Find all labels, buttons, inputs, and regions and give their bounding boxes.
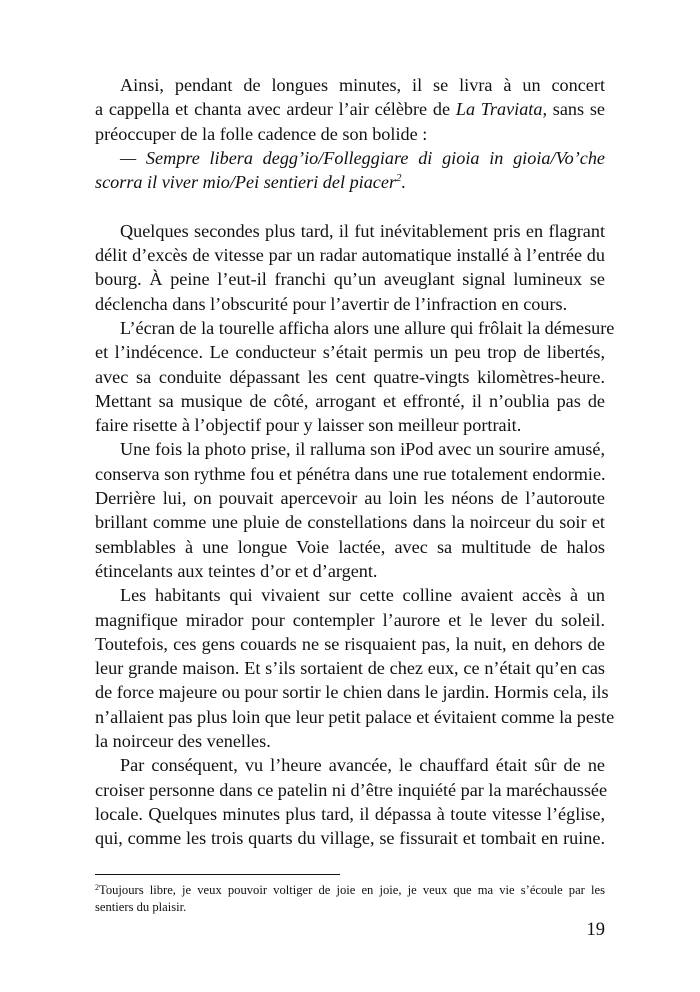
quote-line: — Sempre libera degg’io/Folleggiare di gioia in gioia/Vo’che <box>120 147 605 168</box>
text-line: locale. Quelques minutes plus tard, il dépassa à toute vitesse l’église, <box>95 803 605 824</box>
footnote-line: sentiers du plaisir. <box>95 900 187 914</box>
text-run: a cappella et chanta avec ardeur l’air célèbre de <box>95 99 456 120</box>
quote-text: scorra il viver mio/Pei sentieri del piacer <box>95 172 397 193</box>
text-line: Les habitants qui vivaient sur cette colline avaient accès à un <box>120 585 605 606</box>
footnote-ref[interactable]: 2 <box>396 172 402 185</box>
text-line: Ainsi, pendant de longues minutes, il se livra à un concert <box>120 75 605 95</box>
text-line <box>95 97 605 121</box>
text-line: Derrière lui, on pouvait apercevoir au loin les néons de l’autoroute <box>95 488 605 509</box>
text-line: de force majeure ou pour sortir le chien dans le jardin. Hormis cela, ils <box>95 682 609 703</box>
blank-line <box>95 194 605 218</box>
text-line: et l’indécence. Le conducteur s’était permis un peu trop de libertés, <box>95 342 605 363</box>
body-text <box>95 73 615 851</box>
footnote-line <box>95 882 605 899</box>
paragraph-1 <box>95 73 605 146</box>
text-line: qui, comme les trois quarts du village, se fissurait et tombait en ruine. <box>95 828 605 849</box>
text-line: Quelques secondes plus tard, il fut inévitablement pris en flagrant <box>120 220 605 241</box>
text-line: croiser personne dans ce patelin ni d’être inquiété par la maréchaussée <box>95 779 608 800</box>
quote <box>95 146 605 195</box>
text-line: Mettant sa musique de côté, arrogant et effronté, il n’oublia pas de <box>95 390 605 411</box>
paragraphs <box>95 219 615 851</box>
quote-end: . <box>401 172 407 193</box>
footnote-divider <box>95 874 340 875</box>
footnote <box>95 882 605 916</box>
footnote-number: 2 <box>95 883 99 892</box>
text-line: Une fois la photo prise, il ralluma son iPod avec un sourire amusé, <box>120 439 605 460</box>
text-line: L’écran de la tourelle afficha alors une allure qui frôlait la démesure <box>120 317 615 338</box>
paragraph-2 <box>95 219 605 316</box>
text-line: Par conséquent, vu l’heure avancée, le chauffard était sûr de ne <box>120 755 605 776</box>
paragraph-3 <box>95 316 615 437</box>
paragraph-5 <box>95 583 615 753</box>
quote-line <box>95 170 605 194</box>
text-line: Toutefois, ces gens couards ne se risquaient pas, la nuit, en dehors de <box>95 633 605 654</box>
paragraph-4 <box>95 437 605 583</box>
text-line: brillant comme une pluie de constellations dans la noirceur du soir et <box>95 512 605 533</box>
text-line: déclencha dans l’obscurité pour l’avertir de l’infraction en cours. <box>95 293 568 314</box>
text-line: la noirceur des venelles. <box>95 731 271 752</box>
text-line: magnifique mirador pour contempler l’aurore et le lever du soleil. <box>95 609 605 630</box>
text-line: faire risette à l’objectif pour y laisser son meilleur portrait. <box>95 415 522 436</box>
text-line: étincelants aux teintes d’or et d’argent. <box>95 560 378 581</box>
footnote-text: Toujours libre, je veux pouvoir voltiger de joie en joie, je veux que ma vie s’écoule par les <box>99 883 605 897</box>
text-run: sans se <box>547 99 605 120</box>
text-line: leur grande maison. Et s’ils sortaient de chez eux, ce n’était qu’en cas <box>95 658 605 679</box>
paragraph-6 <box>95 753 608 850</box>
page-number: 19 <box>586 920 605 940</box>
text-line: préoccuper de la folle cadence de son bolide : <box>95 123 428 144</box>
opera-title: La Traviata, <box>455 99 547 120</box>
text-line: conserva son rythme fou et pénétra dans une rue totalement endormie. <box>95 463 606 484</box>
text-line: bourg. À peine l’eut-il franchi qu’un aveuglant signal lumineux se <box>95 269 605 290</box>
text-line: délit d’excès de vitesse par un radar automatique installé à l’entrée du <box>95 245 605 266</box>
text-line: n’allaient pas plus loin que leur petit palace et évitaient comme la peste <box>95 706 615 727</box>
text-line: semblables à une longue Voie lactée, avec sa multitude de halos <box>95 536 605 557</box>
text-line: avec sa conduite dépassant les cent quatre-vingts kilomètres-heure. <box>95 366 605 387</box>
